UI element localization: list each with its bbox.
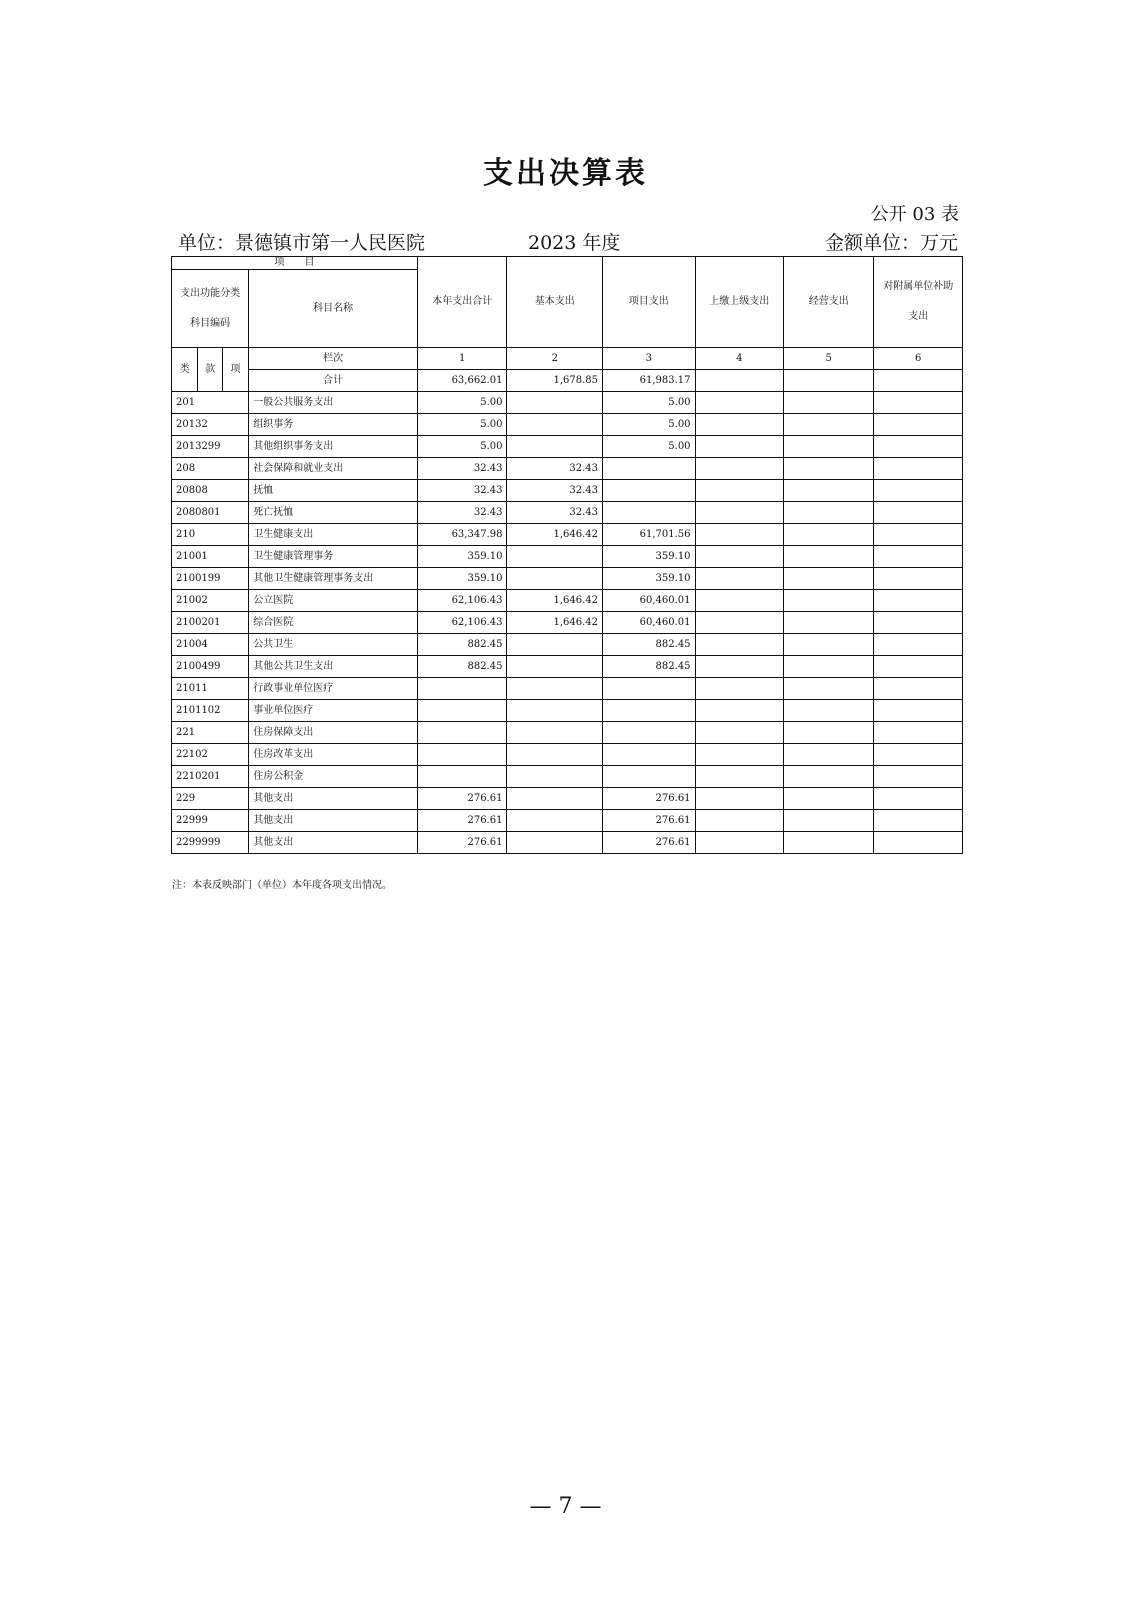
row-col5 bbox=[784, 480, 874, 502]
row-col5 bbox=[784, 590, 874, 612]
row-code: 229 bbox=[172, 788, 249, 810]
row-col6 bbox=[874, 634, 963, 656]
row-col2 bbox=[507, 656, 603, 678]
col-number-2: 2 bbox=[507, 348, 603, 370]
row-col2: 32.43 bbox=[507, 502, 603, 524]
row-code: 208 bbox=[172, 458, 249, 480]
form-number: 公开 03 表 bbox=[870, 204, 959, 225]
row-col1: 276.61 bbox=[418, 788, 507, 810]
row-col3: 882.45 bbox=[603, 656, 696, 678]
row-col3 bbox=[603, 502, 696, 524]
table-row bbox=[172, 678, 963, 700]
row-subject-name: 住房保障支出 bbox=[249, 722, 418, 744]
row-col2 bbox=[507, 832, 603, 854]
row-col1: 62,106.43 bbox=[418, 590, 507, 612]
row-col6 bbox=[874, 744, 963, 766]
row-col2 bbox=[507, 810, 603, 832]
col2-header: 基本支出 bbox=[507, 257, 603, 348]
row-col1 bbox=[418, 678, 507, 700]
row-subject-name: 抚恤 bbox=[249, 480, 418, 502]
row-code: 22102 bbox=[172, 744, 249, 766]
row-col4 bbox=[695, 612, 783, 634]
row-col2 bbox=[507, 700, 603, 722]
total-col4 bbox=[695, 370, 783, 392]
lei-header: 类 bbox=[172, 348, 198, 392]
row-col2 bbox=[507, 678, 603, 700]
page-title: 支出决算表 bbox=[483, 156, 648, 191]
row-col6 bbox=[874, 612, 963, 634]
row-col6 bbox=[874, 810, 963, 832]
row-col3 bbox=[603, 458, 696, 480]
row-col6 bbox=[874, 502, 963, 524]
table-row bbox=[172, 502, 963, 524]
row-subject-name: 其他支出 bbox=[249, 832, 418, 854]
total-label: 合计 bbox=[249, 370, 418, 392]
row-col6 bbox=[874, 722, 963, 744]
col1-header: 本年支出合计 bbox=[418, 257, 507, 348]
row-col1: 63,347.98 bbox=[418, 524, 507, 546]
table-row bbox=[172, 414, 963, 436]
row-col3: 60,460.01 bbox=[603, 612, 696, 634]
row-col4 bbox=[695, 810, 783, 832]
row-col3: 359.10 bbox=[603, 546, 696, 568]
row-subject-name: 社会保障和就业支出 bbox=[249, 458, 418, 480]
row-col5 bbox=[784, 788, 874, 810]
row-col3: 5.00 bbox=[603, 436, 696, 458]
row-col6 bbox=[874, 788, 963, 810]
row-col6 bbox=[874, 766, 963, 788]
row-col6 bbox=[874, 568, 963, 590]
row-subject-name: 公立医院 bbox=[249, 590, 418, 612]
row-subject-name: 公共卫生 bbox=[249, 634, 418, 656]
col-number-1: 1 bbox=[418, 348, 507, 370]
code-group-header: 支出功能分类科目编码 bbox=[172, 270, 249, 348]
row-col2: 1,646.42 bbox=[507, 524, 603, 546]
row-col2: 1,646.42 bbox=[507, 590, 603, 612]
row-code: 2100201 bbox=[172, 612, 249, 634]
row-col1: 882.45 bbox=[418, 634, 507, 656]
row-col4 bbox=[695, 634, 783, 656]
row-col3: 60,460.01 bbox=[603, 590, 696, 612]
row-col1 bbox=[418, 700, 507, 722]
row-col2: 32.43 bbox=[507, 480, 603, 502]
row-col4 bbox=[695, 546, 783, 568]
row-col2 bbox=[507, 568, 603, 590]
year-label: 2023 年度 bbox=[528, 232, 621, 254]
row-col5 bbox=[784, 524, 874, 546]
row-col6 bbox=[874, 414, 963, 436]
row-col3 bbox=[603, 480, 696, 502]
row-col1: 276.61 bbox=[418, 810, 507, 832]
name-header: 科目名称 bbox=[249, 270, 418, 348]
row-col3: 359.10 bbox=[603, 568, 696, 590]
row-col1 bbox=[418, 766, 507, 788]
row-col5 bbox=[784, 744, 874, 766]
row-col3: 882.45 bbox=[603, 634, 696, 656]
row-col5 bbox=[784, 678, 874, 700]
row-col1: 62,106.43 bbox=[418, 612, 507, 634]
row-col4 bbox=[695, 700, 783, 722]
row-code: 2013299 bbox=[172, 436, 249, 458]
table-row bbox=[172, 524, 963, 546]
row-code: 2299999 bbox=[172, 832, 249, 854]
table-row bbox=[172, 810, 963, 832]
table-row bbox=[172, 392, 963, 414]
row-col6 bbox=[874, 700, 963, 722]
row-col6 bbox=[874, 832, 963, 854]
row-col3: 5.00 bbox=[603, 414, 696, 436]
row-subject-name: 组织事务 bbox=[249, 414, 418, 436]
row-col1: 359.10 bbox=[418, 568, 507, 590]
table-note: 注：本表反映部门（单位）本年度各项支出情况。 bbox=[172, 880, 392, 891]
row-col1: 5.00 bbox=[418, 392, 507, 414]
row-col3 bbox=[603, 766, 696, 788]
row-col4 bbox=[695, 414, 783, 436]
row-col1: 5.00 bbox=[418, 436, 507, 458]
row-col2: 32.43 bbox=[507, 458, 603, 480]
row-col4 bbox=[695, 524, 783, 546]
row-col2 bbox=[507, 392, 603, 414]
row-col3 bbox=[603, 700, 696, 722]
row-col3: 5.00 bbox=[603, 392, 696, 414]
row-col6 bbox=[874, 436, 963, 458]
table-row bbox=[172, 700, 963, 722]
total-col5 bbox=[784, 370, 874, 392]
row-col1: 276.61 bbox=[418, 832, 507, 854]
row-code: 2100499 bbox=[172, 656, 249, 678]
row-code: 2080801 bbox=[172, 502, 249, 524]
table-row bbox=[172, 656, 963, 678]
row-code: 20808 bbox=[172, 480, 249, 502]
expenditure-table bbox=[171, 256, 963, 854]
table-row bbox=[172, 788, 963, 810]
row-col4 bbox=[695, 678, 783, 700]
row-col4 bbox=[695, 436, 783, 458]
table-row bbox=[172, 436, 963, 458]
row-subject-name: 住房改革支出 bbox=[249, 744, 418, 766]
row-col1 bbox=[418, 722, 507, 744]
row-col3 bbox=[603, 744, 696, 766]
row-subject-name: 综合医院 bbox=[249, 612, 418, 634]
row-col6 bbox=[874, 480, 963, 502]
row-col1: 32.43 bbox=[418, 502, 507, 524]
table-row bbox=[172, 744, 963, 766]
table-row bbox=[172, 634, 963, 656]
row-col1: 359.10 bbox=[418, 546, 507, 568]
row-subject-name: 卫生健康支出 bbox=[249, 524, 418, 546]
row-col2 bbox=[507, 436, 603, 458]
col5-header: 经营支出 bbox=[784, 257, 874, 348]
col4-header: 上缴上级支出 bbox=[695, 257, 783, 348]
table-row bbox=[172, 612, 963, 634]
row-col6 bbox=[874, 678, 963, 700]
meta-row bbox=[178, 228, 958, 254]
total-col2: 1,678.85 bbox=[507, 370, 603, 392]
row-subject-name: 死亡抚恤 bbox=[249, 502, 418, 524]
xiang-header: 项 bbox=[222, 348, 248, 392]
row-col2 bbox=[507, 634, 603, 656]
total-col3: 61,983.17 bbox=[603, 370, 696, 392]
row-col2 bbox=[507, 722, 603, 744]
row-col2 bbox=[507, 766, 603, 788]
project-header: 项 目 bbox=[172, 257, 418, 270]
row-col3: 276.61 bbox=[603, 788, 696, 810]
row-col2 bbox=[507, 414, 603, 436]
row-col4 bbox=[695, 744, 783, 766]
row-code: 20132 bbox=[172, 414, 249, 436]
row-col5 bbox=[784, 810, 874, 832]
table-row bbox=[172, 480, 963, 502]
row-col6 bbox=[874, 524, 963, 546]
row-col1: 32.43 bbox=[418, 458, 507, 480]
row-code: 21011 bbox=[172, 678, 249, 700]
row-col3: 276.61 bbox=[603, 810, 696, 832]
col-number-4: 4 bbox=[695, 348, 783, 370]
row-col4 bbox=[695, 656, 783, 678]
row-col2 bbox=[507, 788, 603, 810]
row-col2: 1,646.42 bbox=[507, 612, 603, 634]
row-col4 bbox=[695, 766, 783, 788]
row-subject-name: 其他支出 bbox=[249, 788, 418, 810]
total-row bbox=[172, 370, 963, 392]
col-number-5: 5 bbox=[784, 348, 874, 370]
row-col4 bbox=[695, 568, 783, 590]
table-row bbox=[172, 458, 963, 480]
row-col5 bbox=[784, 436, 874, 458]
currency-unit-label: 金额单位：万元 bbox=[824, 232, 958, 254]
col-number-6: 6 bbox=[874, 348, 963, 370]
table-row bbox=[172, 546, 963, 568]
row-col3 bbox=[603, 678, 696, 700]
row-code: 2101102 bbox=[172, 700, 249, 722]
row-subject-name: 其他公共卫生支出 bbox=[249, 656, 418, 678]
row-col4 bbox=[695, 502, 783, 524]
row-col6 bbox=[874, 656, 963, 678]
row-col5 bbox=[784, 392, 874, 414]
row-col4 bbox=[695, 722, 783, 744]
row-col5 bbox=[784, 766, 874, 788]
row-code: 221 bbox=[172, 722, 249, 744]
row-col6 bbox=[874, 392, 963, 414]
row-subject-name: 一般公共服务支出 bbox=[249, 392, 418, 414]
row-col2 bbox=[507, 546, 603, 568]
row-code: 21001 bbox=[172, 546, 249, 568]
table-row bbox=[172, 832, 963, 854]
row-col5 bbox=[784, 700, 874, 722]
row-col5 bbox=[784, 414, 874, 436]
row-col5 bbox=[784, 722, 874, 744]
row-code: 2100199 bbox=[172, 568, 249, 590]
lanci-header: 栏次 bbox=[249, 348, 418, 370]
unit-label: 单位：景德镇市第一人民医院 bbox=[178, 232, 426, 254]
table-row bbox=[172, 568, 963, 590]
row-col5 bbox=[784, 634, 874, 656]
table-row bbox=[172, 590, 963, 612]
row-col5 bbox=[784, 568, 874, 590]
row-col4 bbox=[695, 458, 783, 480]
row-subject-name: 住房公积金 bbox=[249, 766, 418, 788]
row-subject-name: 行政事业单位医疗 bbox=[249, 678, 418, 700]
row-col3: 276.61 bbox=[603, 832, 696, 854]
row-code: 21004 bbox=[172, 634, 249, 656]
row-col1: 882.45 bbox=[418, 656, 507, 678]
row-code: 201 bbox=[172, 392, 249, 414]
row-code: 2210201 bbox=[172, 766, 249, 788]
row-col4 bbox=[695, 788, 783, 810]
row-code: 210 bbox=[172, 524, 249, 546]
row-col3: 61,701.56 bbox=[603, 524, 696, 546]
row-col1 bbox=[418, 744, 507, 766]
total-col1: 63,662.01 bbox=[418, 370, 507, 392]
row-col5 bbox=[784, 502, 874, 524]
row-subject-name: 其他卫生健康管理事务支出 bbox=[249, 568, 418, 590]
col3-header: 项目支出 bbox=[603, 257, 696, 348]
row-col5 bbox=[784, 656, 874, 678]
row-col5 bbox=[784, 458, 874, 480]
row-col5 bbox=[784, 612, 874, 634]
row-col6 bbox=[874, 458, 963, 480]
table-row bbox=[172, 722, 963, 744]
row-col4 bbox=[695, 832, 783, 854]
row-col5 bbox=[784, 832, 874, 854]
row-col4 bbox=[695, 392, 783, 414]
row-code: 22999 bbox=[172, 810, 249, 832]
page-number: — 7 — bbox=[529, 1494, 602, 1519]
row-col6 bbox=[874, 590, 963, 612]
row-col2 bbox=[507, 744, 603, 766]
row-subject-name: 卫生健康管理事务 bbox=[249, 546, 418, 568]
row-subject-name: 事业单位医疗 bbox=[249, 700, 418, 722]
row-subject-name: 其他支出 bbox=[249, 810, 418, 832]
row-col4 bbox=[695, 590, 783, 612]
row-col4 bbox=[695, 480, 783, 502]
row-col3 bbox=[603, 722, 696, 744]
row-col5 bbox=[784, 546, 874, 568]
col6-header: 对附属单位补助支出 bbox=[874, 257, 963, 348]
row-code: 21002 bbox=[172, 590, 249, 612]
row-col1: 5.00 bbox=[418, 414, 507, 436]
row-col6 bbox=[874, 546, 963, 568]
col-number-3: 3 bbox=[603, 348, 696, 370]
total-col6 bbox=[874, 370, 963, 392]
kuan-header: 款 bbox=[198, 348, 222, 392]
row-subject-name: 其他组织事务支出 bbox=[249, 436, 418, 458]
row-col1: 32.43 bbox=[418, 480, 507, 502]
table-row bbox=[172, 766, 963, 788]
